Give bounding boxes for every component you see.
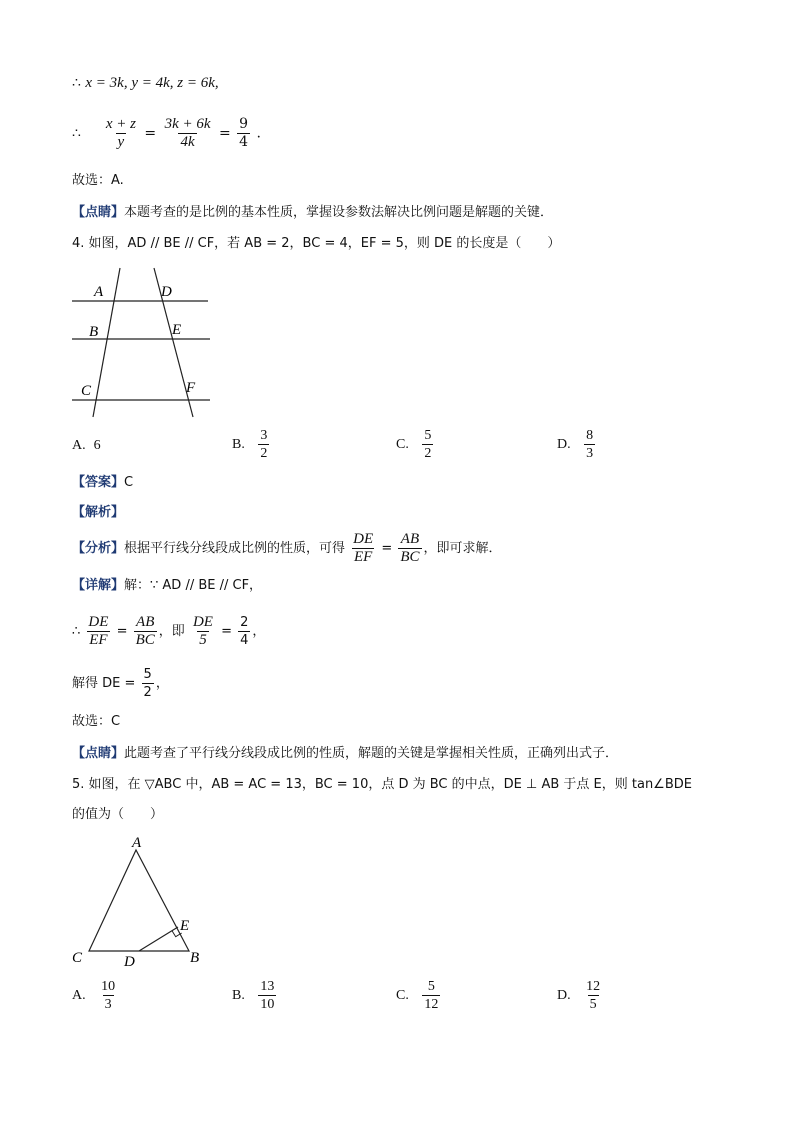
point-label-e: E bbox=[172, 322, 182, 338]
numerator: DE bbox=[353, 531, 374, 547]
numerator: DE bbox=[192, 614, 213, 630]
q4-option-a[interactable] bbox=[72, 436, 101, 456]
fenxi-line: 【分析】根据平行线分线段成比例的性质，可得 $\frac{DE}{EF}$ = $\frac{AB}{BC}$ ，即可求解． bbox=[72, 531, 502, 565]
fraction-xz-over-y bbox=[104, 116, 138, 151]
solution-fraction-line bbox=[72, 116, 261, 151]
comma: ， bbox=[252, 624, 266, 639]
denominator: 3 bbox=[586, 446, 594, 461]
point-label-b: B bbox=[190, 950, 200, 966]
numerator: 2 bbox=[240, 615, 249, 630]
q4-option-c[interactable] bbox=[396, 427, 435, 462]
option-fraction bbox=[422, 427, 433, 462]
equals-sign: = bbox=[144, 125, 157, 142]
comment-tag: 【点睛】 bbox=[72, 205, 125, 220]
point-label-c: C bbox=[72, 950, 83, 966]
step1-connector: ，即 bbox=[158, 624, 185, 639]
fraction-9-over-4 bbox=[237, 116, 250, 151]
denominator: BC bbox=[400, 549, 420, 565]
denominator: 5 bbox=[199, 632, 207, 648]
equation-text: x = 3k, y = 4k, z = 6k, bbox=[85, 75, 219, 91]
option-fraction bbox=[422, 978, 440, 1013]
denominator: 2 bbox=[260, 446, 268, 461]
option-fraction bbox=[258, 978, 276, 1013]
point-label-d: D bbox=[161, 284, 172, 300]
segment-de bbox=[139, 927, 178, 951]
numerator: 12 bbox=[586, 979, 601, 994]
option-label: B. bbox=[232, 436, 245, 452]
fraction-de-5 bbox=[191, 614, 215, 649]
numerator: 5 bbox=[427, 979, 435, 994]
triangle-abc bbox=[89, 850, 189, 951]
triangle-figure bbox=[66, 832, 216, 972]
option-label: A. bbox=[72, 987, 86, 1003]
therefore-symbol: ∴ bbox=[72, 75, 81, 91]
comment-text: 本题考查的是比例的基本性质，掌握设参数法解决比例问题是解题的关键． bbox=[124, 205, 554, 220]
solution-line-xyz bbox=[72, 73, 219, 93]
comma: ， bbox=[155, 676, 169, 691]
option-label: C. bbox=[396, 987, 409, 1003]
numerator: AB bbox=[400, 531, 420, 547]
point-label-a: A bbox=[94, 284, 104, 300]
fenxi-tag: 【分析】 bbox=[72, 541, 125, 556]
fraction-2-4 bbox=[238, 614, 250, 649]
option-fraction bbox=[584, 427, 595, 462]
comment-tag: 【点睛】 bbox=[72, 746, 125, 761]
equals-sign: = bbox=[218, 125, 231, 142]
numerator: 9 bbox=[239, 116, 249, 132]
denominator: 12 bbox=[424, 997, 439, 1012]
denominator: 10 bbox=[260, 997, 275, 1012]
detail-line bbox=[72, 576, 262, 596]
fenxi-text: 根据平行线分线段成比例的性质，可得 bbox=[124, 541, 346, 556]
numerator: 3 bbox=[260, 428, 268, 443]
step2-text: 解得 DE = bbox=[72, 676, 136, 691]
denominator: 4k bbox=[180, 134, 195, 150]
therefore-symbol: ∴ bbox=[72, 624, 81, 639]
option-fraction bbox=[258, 427, 269, 462]
therefore-symbol: ∴ bbox=[72, 125, 81, 142]
denominator: EF bbox=[354, 549, 373, 565]
fraction-ab-bc bbox=[398, 531, 421, 566]
denominator: EF bbox=[89, 632, 108, 648]
option-label: A. bbox=[72, 438, 86, 453]
option-fraction bbox=[584, 978, 602, 1013]
denominator: 5 bbox=[589, 997, 597, 1012]
numerator: x + z bbox=[105, 116, 136, 132]
numerator: 5 bbox=[424, 428, 432, 443]
q4-option-d[interactable] bbox=[557, 427, 597, 462]
numerator: DE bbox=[88, 614, 109, 630]
fraction-5-2 bbox=[142, 666, 154, 701]
q4-comment-line bbox=[72, 744, 618, 764]
fraction-de-ef bbox=[86, 614, 110, 649]
q4-choice-line: 故选：C bbox=[72, 714, 121, 729]
parallel-lines-figure bbox=[66, 262, 216, 422]
detail-tag: 【详解】 bbox=[72, 578, 125, 593]
answer-tag: 【答案】 bbox=[72, 475, 125, 490]
q5-option-d[interactable] bbox=[557, 978, 604, 1013]
point-label-a: A bbox=[132, 835, 142, 851]
detail-text: 解：∵ AD // BE // CF， bbox=[124, 578, 263, 593]
comment-text: 此题考查了平行线分线段成比例的性质，解题的关键是掌握相关性质，正确列出式子． bbox=[124, 746, 619, 761]
step2-line bbox=[72, 666, 169, 701]
option-label: D. bbox=[557, 987, 571, 1003]
option-value: 6 bbox=[93, 438, 101, 454]
denominator: BC bbox=[135, 632, 155, 648]
question-4-stem: 4. 如图，AD // BE // CF，若 AB = 2，BC = 4，EF = 5，则 DE 的长度是（ ） bbox=[72, 236, 561, 251]
point-label-c: C bbox=[81, 383, 92, 399]
numerator: 8 bbox=[586, 428, 594, 443]
denominator: y bbox=[117, 134, 125, 150]
option-label: D. bbox=[557, 436, 571, 452]
denominator: 2 bbox=[424, 446, 432, 461]
q5-option-c[interactable] bbox=[396, 978, 442, 1013]
q5-option-b[interactable] bbox=[232, 978, 278, 1013]
q5-option-a[interactable] bbox=[72, 978, 119, 1013]
denominator: 4 bbox=[239, 134, 249, 150]
option-label: B. bbox=[232, 987, 245, 1003]
numerator: 3k + 6k bbox=[164, 116, 211, 132]
numerator: AB bbox=[136, 614, 155, 630]
analysis-tag: 【解析】 bbox=[72, 505, 125, 520]
question-5-stem-line2: 的值为（ ） bbox=[72, 807, 164, 822]
comment-line bbox=[72, 203, 553, 223]
question-5-stem-line1: 5. 如图，在 ▽ABC 中，AB = AC = 13，BC = 10，点 D 为 BC 的中点，DE ⊥ AB 于点 E，则 tan∠BDE bbox=[72, 777, 692, 792]
denominator: 4 bbox=[240, 633, 249, 648]
numerator: 10 bbox=[101, 979, 116, 994]
point-label-b: B bbox=[89, 324, 99, 340]
period: . bbox=[256, 125, 261, 142]
fenxi-end-text: ，即可求解． bbox=[423, 541, 502, 556]
analysis-heading bbox=[72, 503, 124, 523]
q4-option-b[interactable] bbox=[232, 427, 271, 462]
fraction-de-ef bbox=[351, 531, 375, 566]
option-fraction bbox=[99, 978, 117, 1013]
numerator: 5 bbox=[143, 667, 152, 682]
answer-line bbox=[72, 473, 133, 493]
point-label-f: F bbox=[186, 380, 196, 396]
step1-line: ∴ $\frac{DE}{EF}$ = $\frac{AB}{BC}$ ，即 $\frac{DE}{5}$ = $\frac{2}{4}$ ， bbox=[72, 614, 266, 648]
point-label-d: D bbox=[124, 954, 135, 970]
denominator: 3 bbox=[104, 997, 112, 1012]
point-label-e: E bbox=[180, 918, 190, 934]
fraction-ab-bc bbox=[134, 614, 157, 649]
answer-value: C bbox=[124, 475, 134, 490]
numerator: 13 bbox=[260, 979, 275, 994]
option-label: C. bbox=[396, 436, 409, 452]
choice-line: 故选：A. bbox=[72, 173, 124, 188]
fraction-3k6k-over-4k bbox=[163, 116, 213, 151]
denominator: 2 bbox=[143, 685, 152, 700]
